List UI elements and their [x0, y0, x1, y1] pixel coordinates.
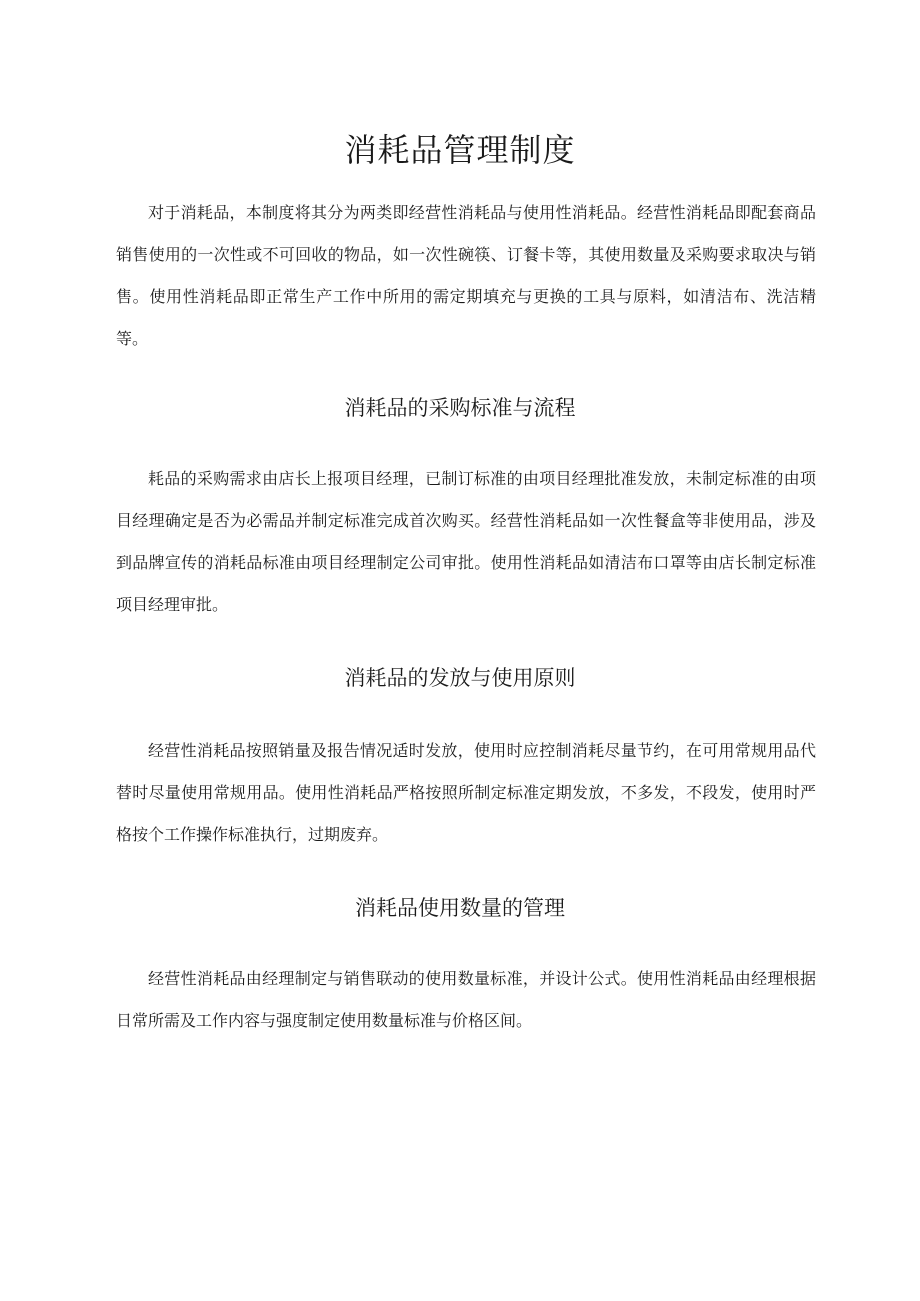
- intro-paragraph: 对于消耗品，本制度将其分为两类即经营性消耗品与使用性消耗品。经营性消耗品即配套商品销售使用的一次性或不可回收的物品，如一次性碗筷、订餐卡等，其使用数量及采购要求取决与销售。使用性消耗品即正常生产工作中所用的需定期填充与更换的工具与原料，如清洁布、洗洁精等。: [116, 203, 816, 348]
- section-heading-procurement: 消耗品的采购标准与流程: [344, 396, 576, 420]
- section-heading-distribution: 消耗品的发放与使用原则: [344, 666, 576, 690]
- section-heading-quantity: 消耗品使用数量的管理: [355, 896, 565, 920]
- section-body-quantity: 经营性消耗品由经理制定与销售联动的使用数量标准，并设计公式。使用性消耗品由经理根据日常所需及工作内容与强度制定使用数量标准与价格区间。: [116, 969, 816, 1030]
- section-body-procurement: 耗品的采购需求由店长上报项目经理，已制订标准的由项目经理批准发放，未制定标准的由项目经理确定是否为必需品并制定标准完成首次购买。经营性消耗品如一次性餐盒等非使用品，涉及到品牌宣传的消耗品标准由项目经理制定公司审批。使用性消耗品如清洁布口罩等由店长制定标准项目经理审批。: [116, 469, 816, 614]
- section-body-distribution: 经营性消耗品按照销量及报告情况适时发放，使用时应控制消耗尽量节约，在可用常规用品代替时尽量使用常规用品。使用性消耗品严格按照所制定标准定期发放，不多发，不段发，使用时严格按个工作操作标准执行，过期废弃。: [116, 741, 816, 844]
- document-title: 消耗品管理制度: [344, 131, 576, 169]
